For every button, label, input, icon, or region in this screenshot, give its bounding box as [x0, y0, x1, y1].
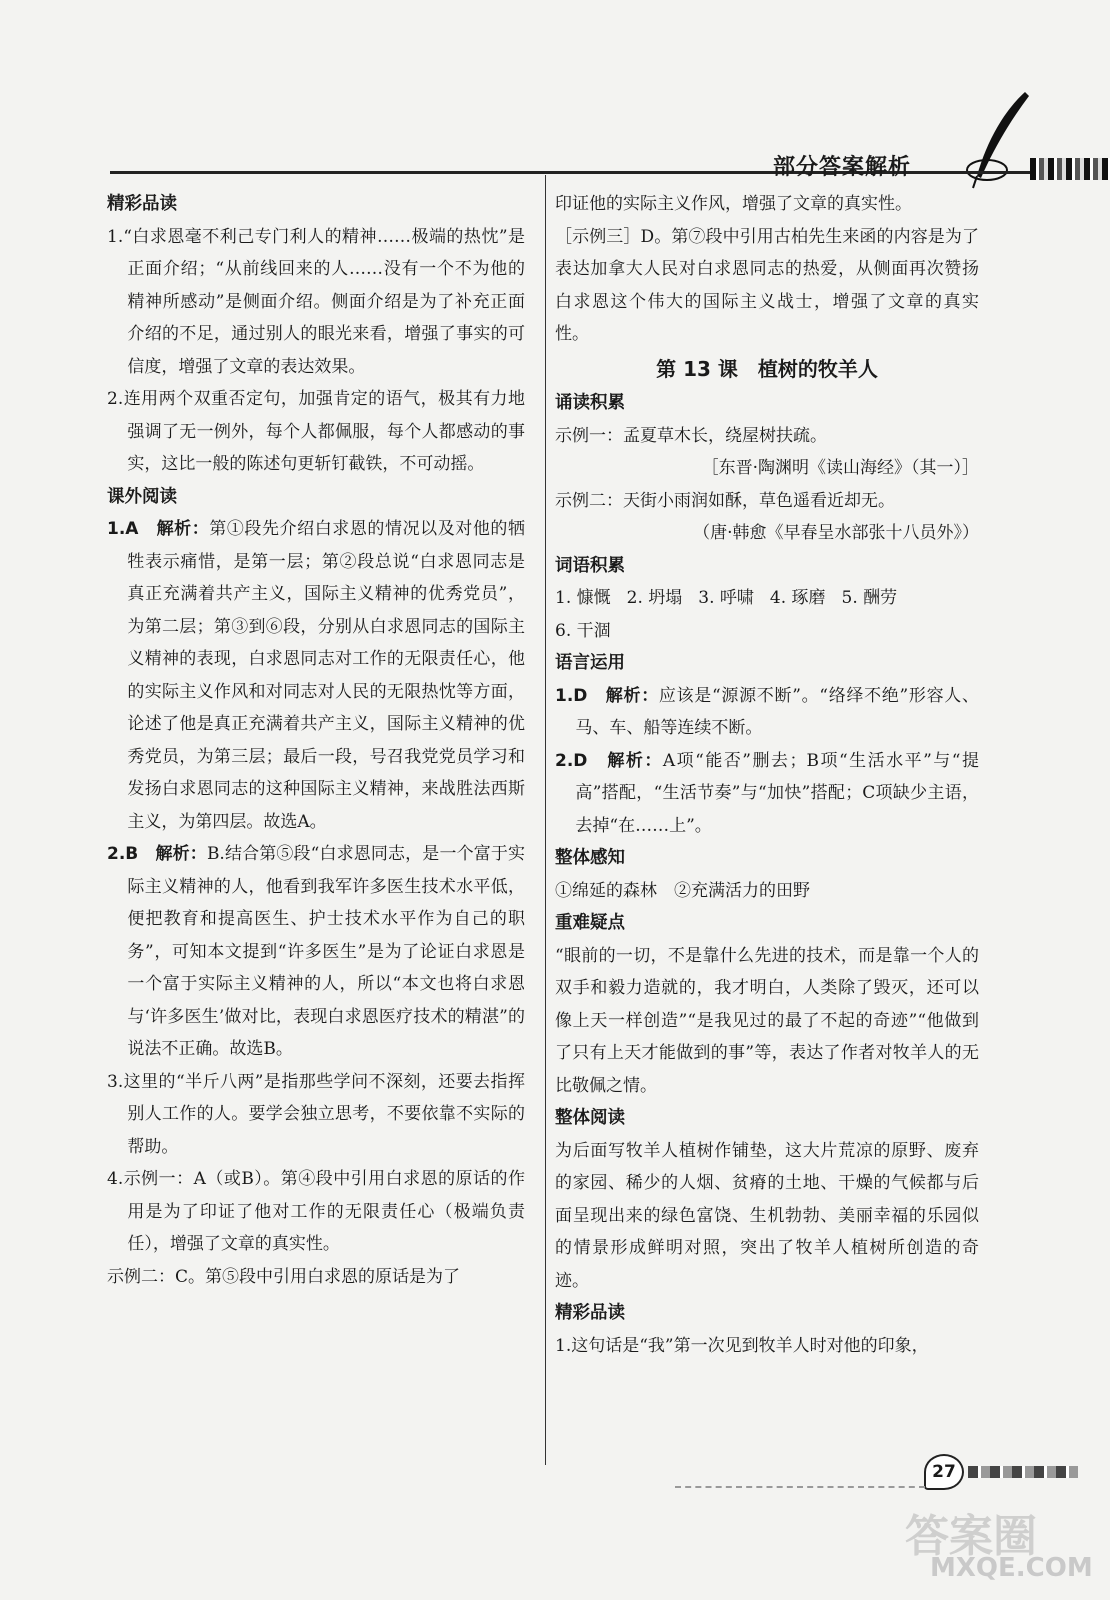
source-citation: （唐·韩愈《早春呈水部张十八员外》） [693, 523, 979, 543]
answer-paragraph: 1.D 解析：应该是“源源不断”。“络绎不绝”形容人、马、车、船等连续不断。 [555, 685, 979, 738]
heading-kewai-yuedu: 课外阅读 [107, 486, 177, 507]
word-answer: 6. 干涸 [555, 620, 611, 641]
footer-rule [675, 1486, 925, 1488]
answer-paragraph: 2.B 解析：B.结合第⑤段“白求恩同志，是一个富于实际主义精神的人，他看到我军许多医生技术水平低，便把教育和提高医生、护士技术水平作为自己的职务”，可知本文提到“许多医生”是为了论证白求恩是一个富于实际主义精神的人，所以“本文也将白求恩与‘许多医生’做对比，表现白求恩医疗技术的精湛”的说法不正确。故选B。 [107, 844, 525, 1059]
section-title: 部分答案解析 [773, 155, 912, 180]
heading-jingcai-pindu: 精彩品读 [107, 194, 177, 214]
answer-paragraph: 2.D 解析：A项“能否”删去；B项“生活水平”与“提高”搭配，“生活节奏”与“加快”搭配；C项缺少主语，去掉“在……上”。 [555, 750, 979, 836]
header-decoration [1030, 158, 1110, 180]
footer-decoration [968, 1466, 1078, 1478]
answer-paragraph: 1.这句话是“我”第一次见到牧羊人时对他的印象， [555, 1335, 929, 1356]
heading-songdu-jilei: 诵读积累 [555, 393, 625, 413]
heading-zhengti-ganzhi: 整体感知 [555, 848, 625, 868]
heading-zhengti-yuedu: 整体阅读 [555, 1108, 625, 1128]
right-column [555, 188, 979, 1362]
answer-paragraph: 1.“白求恩毫不利己专门利人的精神……极端的热忱”是正面介绍；“从前线回来的人……没有一个不为他的精神所感动”是侧面介绍。侧面介绍是为了补充正面介绍的不足，通过别人的眼光来看，增强了事实的可信度，增强了文章的表达效果。 [107, 226, 525, 377]
answer-paragraph: 2.连用两个双重否定句，加强肯定的语气，极其有力地强调了无一例外，每个人都佩服，每个人都感动的事实，这比一般的陈述句更斩钉截铁，不可动摇。 [107, 389, 525, 474]
header-rule [110, 171, 1110, 174]
page-number: 27 [924, 1454, 964, 1490]
quill-pen-icon [965, 90, 1035, 190]
heading-jingcai-pindu-2: 精彩品读 [555, 1303, 625, 1323]
answer-paragraph: 1.A 解析：第①段先介绍白求恩的情况以及对他的牺牲表示痛惜，是第一层；第②段总说“白求恩同志是真正充满着共产主义，国际主义精神的优秀党员”，为第二层；第③到⑥段，分别从白求恩同志的国际主义精神的表现，白求恩同志对工作的无限责任心，他的实际主义作风和对同志对人民的无限热忱等方面，论述了他是真正充满着共产主义，国际主义精神的优秀党员，为第三层；最后一段，号召我党党员学习和发扬白求恩同志的这种国际主义精神，来战胜法西斯主义，为第四层。故选A。 [107, 519, 525, 832]
heading-ciyu-jilei: 词语积累 [555, 555, 625, 576]
example-line: 示例二：天街小雨润如酥，草色遥看近却无。 [555, 490, 895, 511]
answer-paragraph: 4.示例一：A（或B）。第④段中引用白求恩的原话的作用是为了印证了他对工作的无限责任心（极端负责任），增强了文章的真实性。 [107, 1169, 525, 1254]
heading-yuyan-yunyong: 语言运用 [555, 653, 625, 673]
lesson-title: 第 13 课 植树的牧羊人 [656, 356, 878, 381]
source-citation: ［东晋·陶渊明《读山海经》（其一）］ [701, 458, 979, 478]
watermark-url: MXQE.COM [930, 1553, 1093, 1583]
left-column [107, 188, 525, 1293]
answer-paragraph: 为后面写牧羊人植树作铺垫，这大片荒凉的原野、废弃的家园、稀少的人烟、贫瘠的土地、干燥的气候都与后面呈现出来的绿色富饶、生机勃勃、美丽幸福的乐园似的情景形成鲜明对照，突出了牧羊人植树所创造的奇迹。 [555, 1140, 979, 1291]
answer-paragraph: 印证他的实际主义作风，增强了文章的真实性。 [555, 194, 912, 214]
watermark-logo: 答案圈 [905, 1511, 1037, 1562]
word-answers: 1. 慷慨 2. 坍塌 3. 呼啸 4. 琢磨 5. 酬劳 [555, 588, 898, 608]
heading-zhongnan-yidian: 重难疑点 [555, 913, 625, 933]
answer-paragraph: 示例二：C。第⑤段中引用白求恩的原话是为了 [107, 1266, 461, 1287]
column-divider [545, 175, 546, 1465]
answer-paragraph: 3.这里的“半斤八两”是指那些学问不深刻，还要去指挥别人工作的人。要学会独立思考，不要依靠不实际的帮助。 [107, 1071, 525, 1157]
answer-paragraph: “眼前的一切，不是靠什么先进的技术，而是靠一个人的双手和毅力造就的，我才明白，人类除了毁灭，还可以像上天一样创造”“是我见过的最了不起的奇迹”“他做到了只有上天才能做到的事”等，表达了作者对牧羊人的无比敬佩之情。 [555, 945, 979, 1096]
answer-paragraph: ①绵延的森林 ②充满活力的田野 [555, 880, 810, 901]
example-line: 示例一：孟夏草木长，绕屋树扶疏。 [555, 425, 827, 446]
answer-paragraph: ［示例三］D。第⑦段中引用古柏先生来函的内容是为了表达加拿大人民对白求恩同志的热爱，从侧面再次赞扬白求恩这个伟大的国际主义战士，增强了文章的真实性。 [555, 226, 979, 344]
